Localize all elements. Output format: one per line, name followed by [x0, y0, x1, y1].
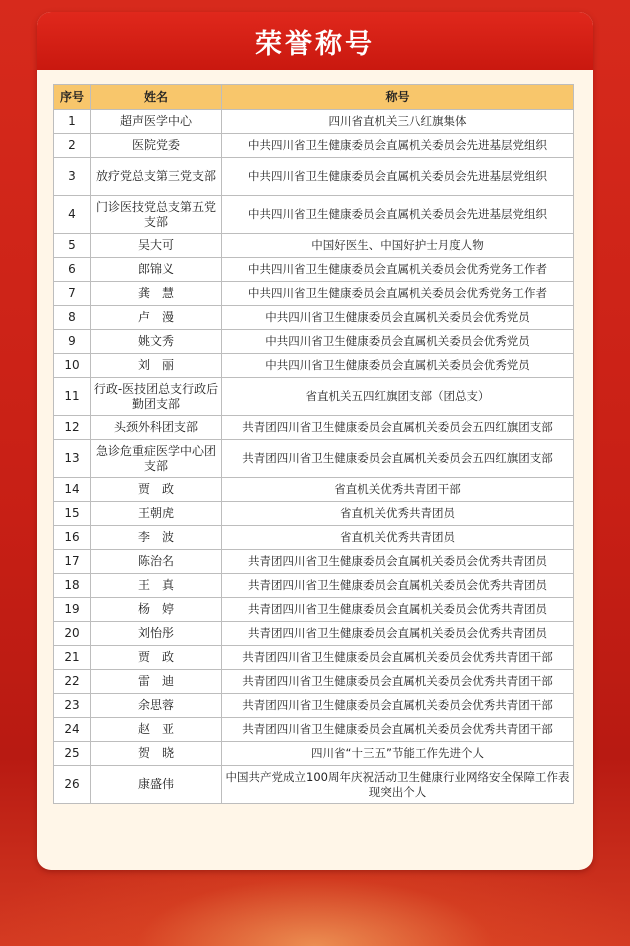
row-honor-cell: 共青团四川省卫生健康委员会直属机关委员会优秀共青团员	[222, 574, 574, 598]
row-number-cell: 24	[54, 718, 91, 742]
row-number-cell: 14	[54, 478, 91, 502]
row-honor-cell: 四川省直机关三八红旗集体	[222, 110, 574, 134]
table-row	[54, 234, 574, 258]
table-row	[54, 330, 574, 354]
row-name-cell: 姚文秀	[91, 330, 222, 354]
table-row	[54, 550, 574, 574]
row-number-cell: 19	[54, 598, 91, 622]
row-honor-cell: 共青团四川省卫生健康委员会直属机关委员会优秀共青团干部	[222, 670, 574, 694]
row-number-cell: 23	[54, 694, 91, 718]
row-name-cell: 急诊危重症医学中心团支部	[91, 440, 222, 478]
table-row	[54, 526, 574, 550]
row-number-cell: 11	[54, 378, 91, 416]
column-header-number: 序号	[54, 85, 91, 110]
honor-table	[53, 84, 574, 804]
row-number-cell: 22	[54, 670, 91, 694]
row-name-cell: 赵 亚	[91, 718, 222, 742]
row-number-cell: 6	[54, 258, 91, 282]
row-name-cell: 雷 迪	[91, 670, 222, 694]
row-honor-cell: 省直机关五四红旗团支部（团总支）	[222, 378, 574, 416]
table-row	[54, 196, 574, 234]
row-name-cell: 贾 政	[91, 478, 222, 502]
row-honor-cell: 共青团四川省卫生健康委员会直属机关委员会优秀共青团员	[222, 598, 574, 622]
row-name-cell: 陈治名	[91, 550, 222, 574]
table-body	[54, 110, 574, 804]
table-row	[54, 598, 574, 622]
table-row	[54, 694, 574, 718]
table-row	[54, 416, 574, 440]
table-row	[54, 306, 574, 330]
honor-card	[37, 12, 593, 870]
table-row	[54, 158, 574, 196]
row-number-cell: 8	[54, 306, 91, 330]
row-honor-cell: 中国共产党成立100周年庆祝活动卫生健康行业网络安全保障工作表现突出个人	[222, 766, 574, 804]
row-honor-cell: 中共四川省卫生健康委员会直属机关委员会优秀党员	[222, 330, 574, 354]
row-number-cell: 10	[54, 354, 91, 378]
row-number-cell: 18	[54, 574, 91, 598]
row-honor-cell: 中共四川省卫生健康委员会直属机关委员会先进基层党组织	[222, 158, 574, 196]
row-name-cell: 余思蓉	[91, 694, 222, 718]
row-name-cell: 贺 晓	[91, 742, 222, 766]
row-honor-cell: 中国好医生、中国好护士月度人物	[222, 234, 574, 258]
table-row	[54, 440, 574, 478]
row-name-cell: 康盛伟	[91, 766, 222, 804]
row-number-cell: 7	[54, 282, 91, 306]
row-name-cell: 医院党委	[91, 134, 222, 158]
column-header-honor: 称号	[222, 85, 574, 110]
row-honor-cell: 共青团四川省卫生健康委员会直属机关委员会优秀共青团员	[222, 622, 574, 646]
row-honor-cell: 共青团四川省卫生健康委员会直属机关委员会优秀共青团干部	[222, 646, 574, 670]
row-number-cell: 1	[54, 110, 91, 134]
row-number-cell: 26	[54, 766, 91, 804]
row-number-cell: 13	[54, 440, 91, 478]
row-honor-cell: 中共四川省卫生健康委员会直属机关委员会优秀党员	[222, 354, 574, 378]
row-number-cell: 2	[54, 134, 91, 158]
row-honor-cell: 四川省“十三五”节能工作先进个人	[222, 742, 574, 766]
card-header	[37, 12, 593, 70]
row-number-cell: 9	[54, 330, 91, 354]
row-honor-cell: 共青团四川省卫生健康委员会直属机关委员会优秀共青团干部	[222, 694, 574, 718]
row-honor-cell: 共青团四川省卫生健康委员会直属机关委员会优秀共青团员	[222, 550, 574, 574]
table-row	[54, 258, 574, 282]
table-row	[54, 110, 574, 134]
row-honor-cell: 省直机关优秀共青团员	[222, 526, 574, 550]
row-number-cell: 20	[54, 622, 91, 646]
table-row	[54, 378, 574, 416]
table-row	[54, 622, 574, 646]
table-row	[54, 502, 574, 526]
row-name-cell: 贾 政	[91, 646, 222, 670]
row-honor-cell: 共青团四川省卫生健康委员会直属机关委员会优秀共青团干部	[222, 718, 574, 742]
page-title: 荣誉称号	[255, 28, 375, 60]
row-honor-cell: 中共四川省卫生健康委员会直属机关委员会优秀党务工作者	[222, 282, 574, 306]
row-honor-cell: 共青团四川省卫生健康委员会直属机关委员会五四红旗团支部	[222, 416, 574, 440]
table-row	[54, 134, 574, 158]
row-name-cell: 王 真	[91, 574, 222, 598]
row-name-cell: 龚 慧	[91, 282, 222, 306]
row-honor-cell: 省直机关优秀共青团员	[222, 502, 574, 526]
table-row	[54, 282, 574, 306]
row-number-cell: 17	[54, 550, 91, 574]
table-row	[54, 354, 574, 378]
row-honor-cell: 中共四川省卫生健康委员会直属机关委员会先进基层党组织	[222, 134, 574, 158]
row-name-cell: 杨 婷	[91, 598, 222, 622]
row-honor-cell: 中共四川省卫生健康委员会直属机关委员会优秀党员	[222, 306, 574, 330]
table-row	[54, 766, 574, 804]
row-name-cell: 行政-医技团总支行政后勤团支部	[91, 378, 222, 416]
table-row	[54, 670, 574, 694]
row-honor-cell: 共青团四川省卫生健康委员会直属机关委员会五四红旗团支部	[222, 440, 574, 478]
table-row	[54, 574, 574, 598]
row-number-cell: 15	[54, 502, 91, 526]
row-name-cell: 李 波	[91, 526, 222, 550]
row-name-cell: 超声医学中心	[91, 110, 222, 134]
row-name-cell: 门诊医技党总支第五党支部	[91, 196, 222, 234]
row-name-cell: 王朝虎	[91, 502, 222, 526]
row-number-cell: 16	[54, 526, 91, 550]
row-name-cell: 头颈外科团支部	[91, 416, 222, 440]
row-number-cell: 25	[54, 742, 91, 766]
row-name-cell: 放疗党总支第三党支部	[91, 158, 222, 196]
row-name-cell: 卢 漫	[91, 306, 222, 330]
row-number-cell: 4	[54, 196, 91, 234]
row-honor-cell: 中共四川省卫生健康委员会直属机关委员会优秀党务工作者	[222, 258, 574, 282]
row-name-cell: 郎锦义	[91, 258, 222, 282]
row-honor-cell: 中共四川省卫生健康委员会直属机关委员会先进基层党组织	[222, 196, 574, 234]
column-header-name: 姓名	[91, 85, 222, 110]
table-row	[54, 718, 574, 742]
row-name-cell: 吴大可	[91, 234, 222, 258]
row-number-cell: 5	[54, 234, 91, 258]
row-number-cell: 21	[54, 646, 91, 670]
row-name-cell: 刘 丽	[91, 354, 222, 378]
row-number-cell: 3	[54, 158, 91, 196]
row-number-cell: 12	[54, 416, 91, 440]
table-row	[54, 646, 574, 670]
table-header-row	[54, 85, 574, 110]
row-honor-cell: 省直机关优秀共青团干部	[222, 478, 574, 502]
row-name-cell: 刘怡彤	[91, 622, 222, 646]
table-row	[54, 478, 574, 502]
table-row	[54, 742, 574, 766]
